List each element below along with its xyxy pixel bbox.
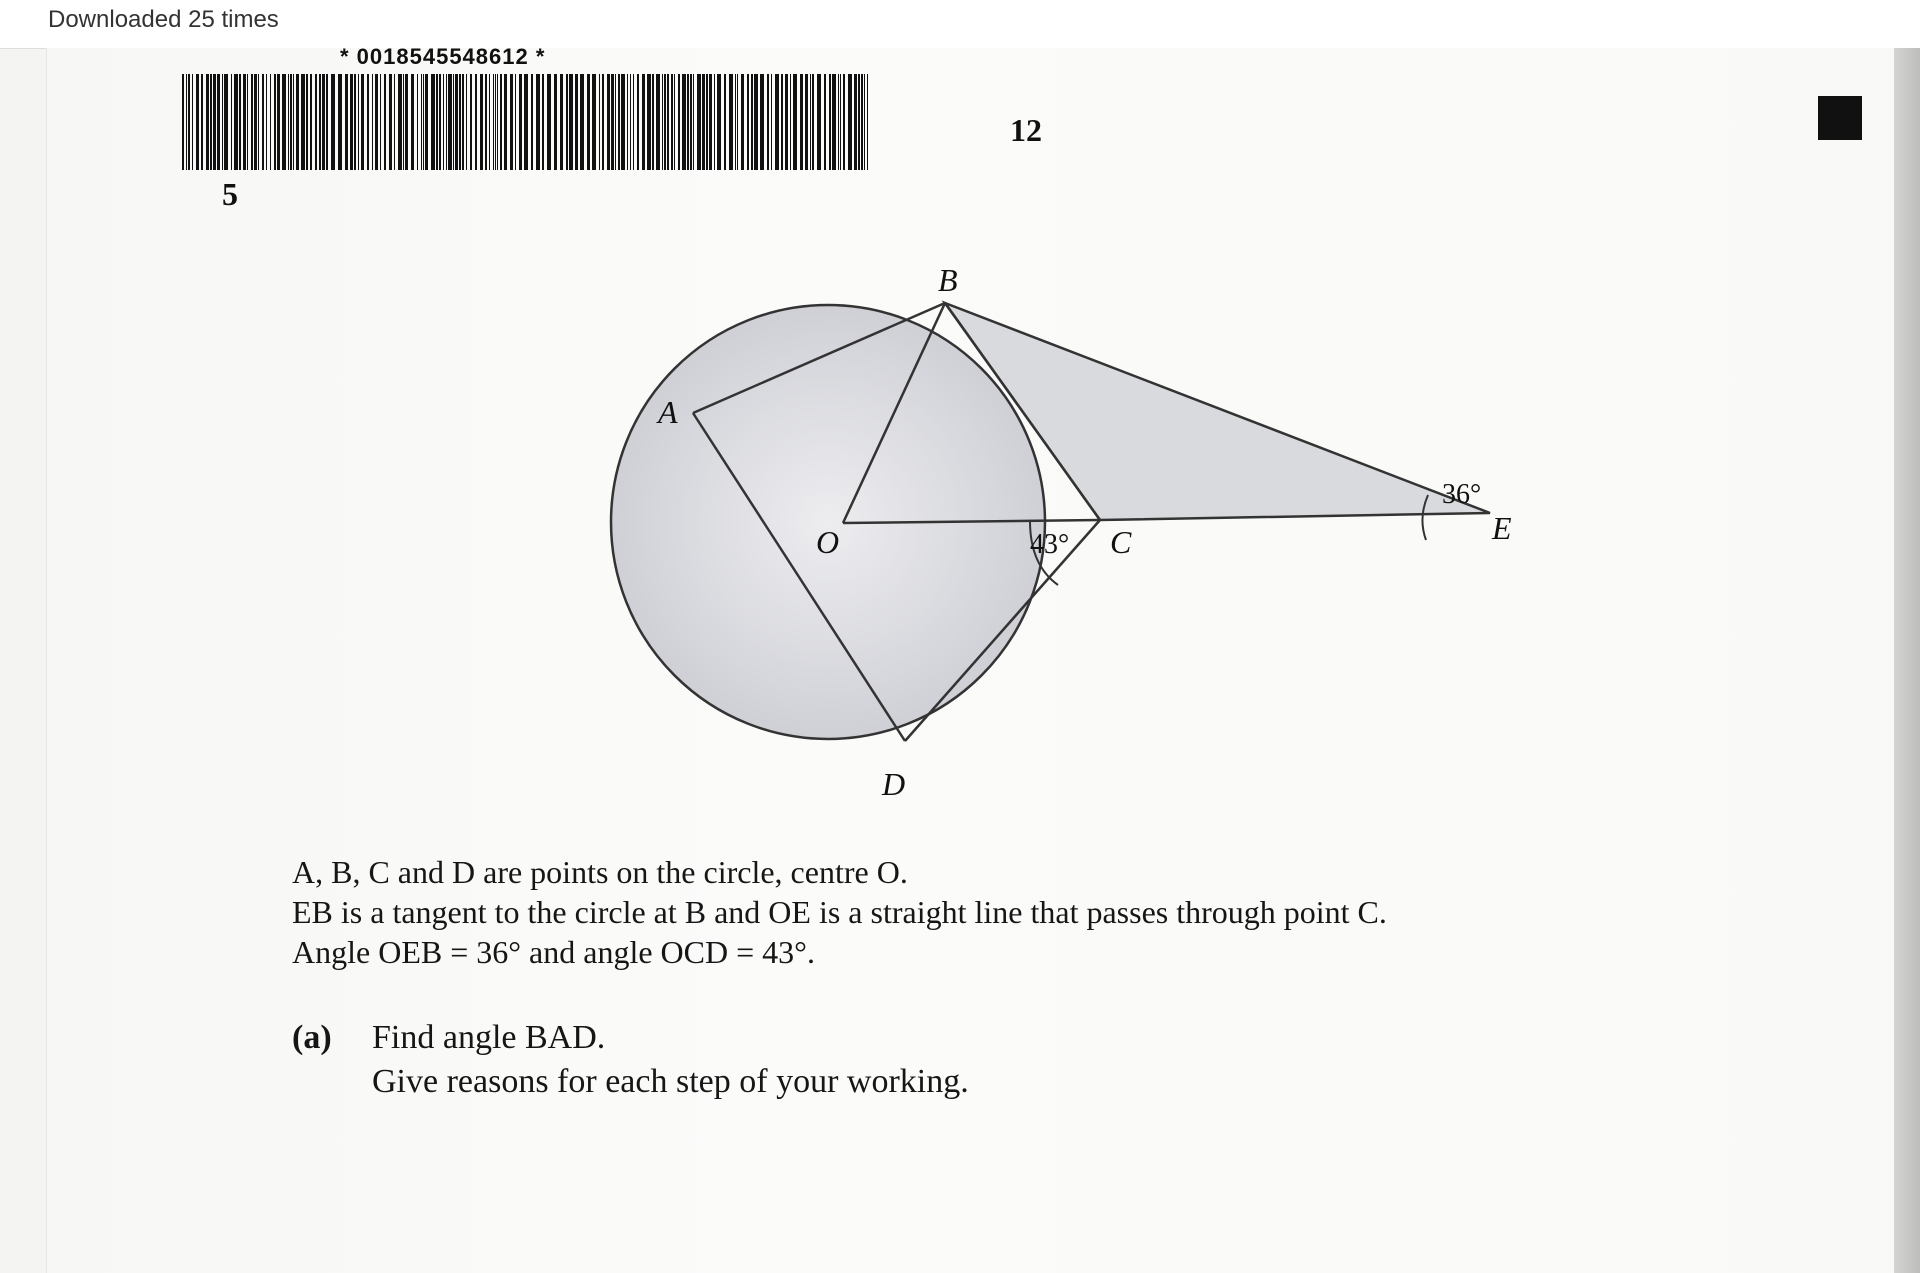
page-edge-shadow xyxy=(1894,48,1920,1273)
point-label-E: E xyxy=(1492,510,1512,546)
angle-label-OCD: 43° xyxy=(1030,529,1070,560)
point-label-B: B xyxy=(938,262,958,298)
barcode-image xyxy=(182,74,868,170)
geometry-diagram xyxy=(560,255,1520,815)
question-line-2: EB is a tangent to the circle at B and OE is a straight line that passes through point C. xyxy=(292,894,1387,930)
question-line-3: Angle OEB = 36° and angle OCD = 43°. xyxy=(292,934,815,970)
part-a-line-2: Give reasons for each step of your working. xyxy=(372,1063,969,1100)
point-label-C: C xyxy=(1110,524,1132,560)
download-count: Downloaded 25 times xyxy=(48,6,279,33)
registration-mark xyxy=(1818,96,1862,140)
barcode-number: * 0018545548612 * xyxy=(340,44,546,69)
angle-label-OEB: 36° xyxy=(1442,479,1482,510)
top-bar xyxy=(0,0,1920,49)
point-label-O: O xyxy=(816,524,840,560)
question-text xyxy=(292,852,1692,972)
question-line-1: A, B, C and D are points on the circle, centre O. xyxy=(292,854,908,890)
part-a-label: (a) xyxy=(292,1019,332,1056)
page-number: 12 xyxy=(1010,112,1042,148)
point-label-D: D xyxy=(882,766,906,802)
question-number: 5 xyxy=(222,176,238,212)
point-label-A: A xyxy=(658,394,678,430)
part-a-line-1: Find angle BAD. xyxy=(372,1019,606,1056)
part-a-body xyxy=(372,1016,1472,1104)
